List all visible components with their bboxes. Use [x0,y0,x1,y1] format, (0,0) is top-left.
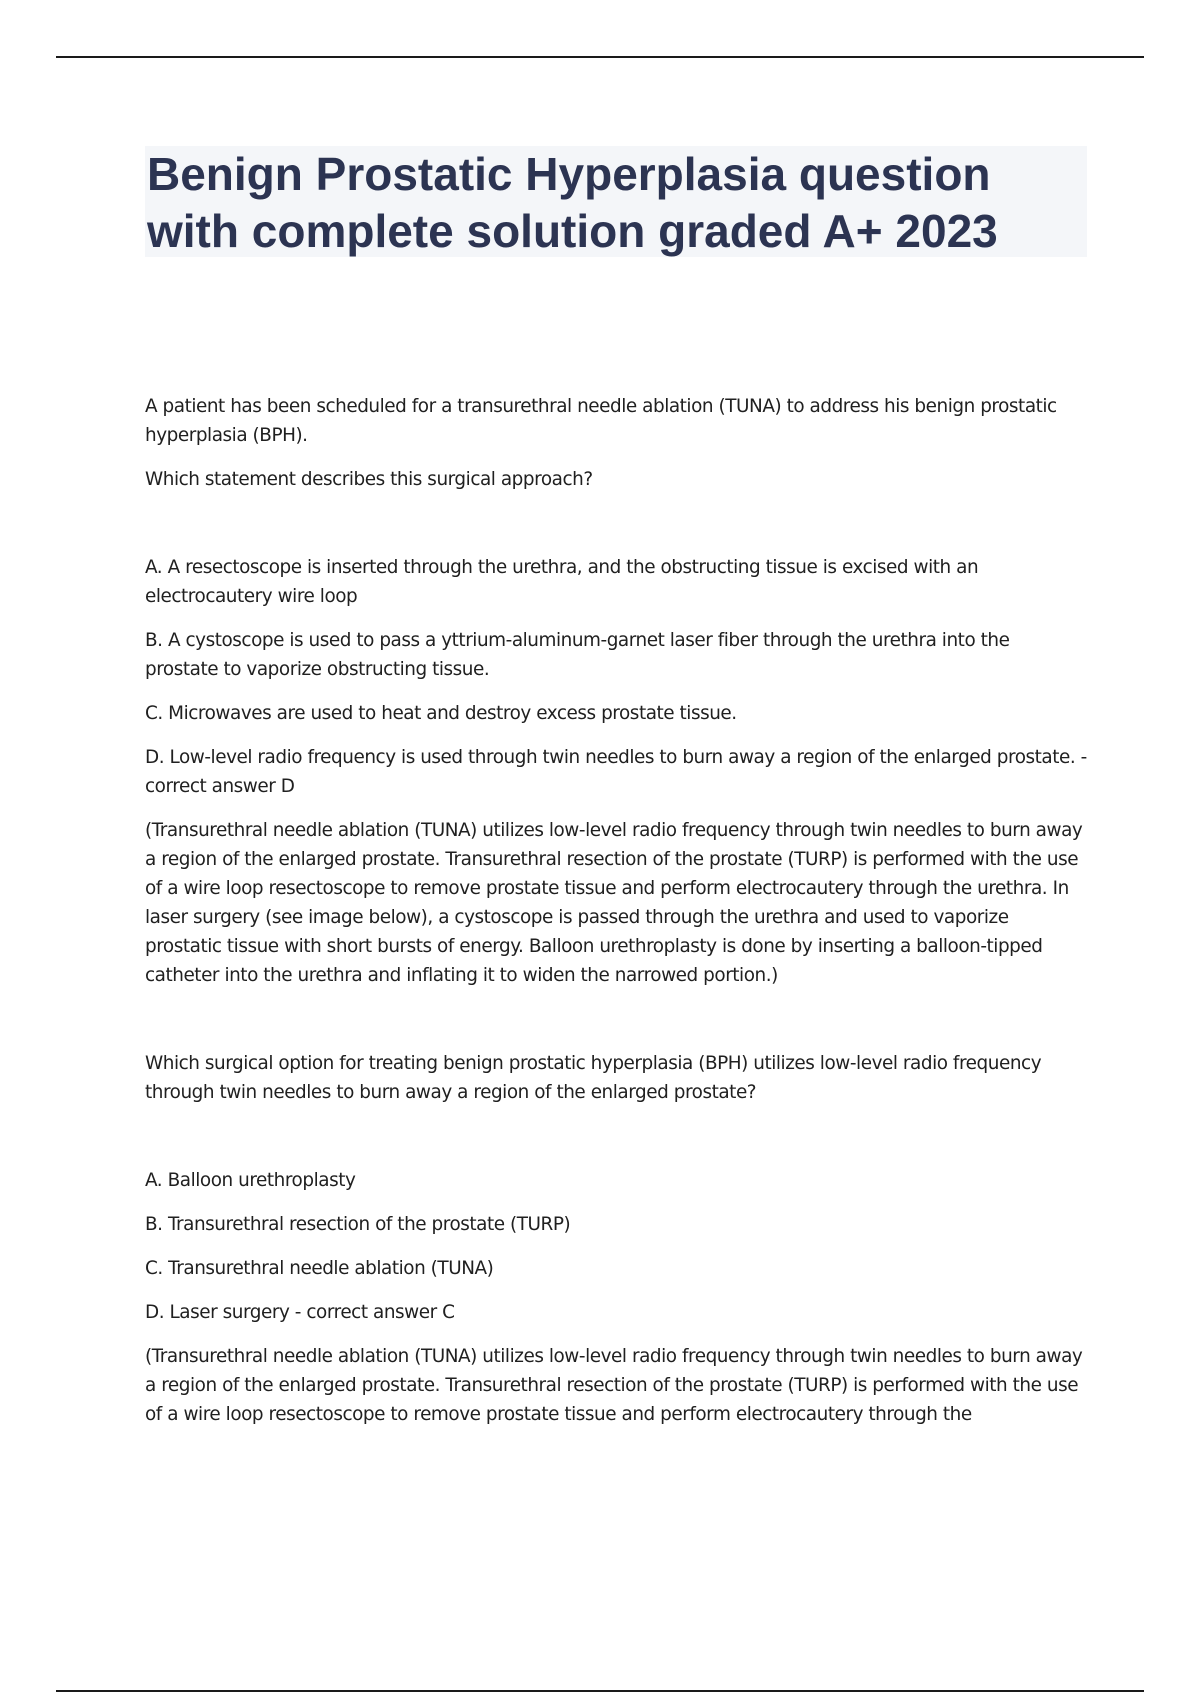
question-2-option-d: D. Laser surgery - correct answer C [145,1302,455,1323]
question-1-option-b: B. A cystoscope is used to pass a yttrium-aluminum-garnet laser fiber through the urethra into the prostate to vaporize obstructing tissue. [145,630,1010,680]
question-1-option-c: C. Microwaves are used to heat and destroy excess prostate tissue. [145,703,737,724]
document-body [145,392,1087,1444]
question-2-stem: Which surgical option for treating benign prostatic hyperplasia (BPH) utilizes low-level radio frequency through twin needles to burn away a region of the enlarged prostate? [145,1053,1042,1103]
question-1-prompt: Which statement describes this surgical approach? [145,469,593,490]
question-2-rationale: (Transurethral needle ablation (TUNA) utilizes low-level radio frequency through twin needles to burn away a region of the enlarged prostate. Transurethral resection of the prostate (TURP) is performed with the use of a wire loop resectoscope to remove prostate tissue and perform electrocautery through the [145,1346,1083,1425]
bottom-divider [56,1690,1144,1692]
question-1-option-a: A. A resectoscope is inserted through the urethra, and the obstructing tissue is excised with an electrocautery wire loop [145,557,979,607]
question-1-option-d: D. Low-level radio frequency is used through twin needles to burn away a region of the enlarged prostate. - correct answer D [145,747,1087,797]
question-1-rationale: (Transurethral needle ablation (TUNA) utilizes low-level radio frequency through twin needles to burn away a region of the enlarged prostate. Transurethral resection of the prostate (TURP) is performed with the use of a wire loop resectoscope to remove prostate tissue and perform electrocautery through the urethra. In laser surgery (see image below), a cystoscope is passed through the urethra and used to vaporize prostatic tissue with short bursts of energy. Balloon urethroplasty is done by inserting a balloon-tipped catheter into the urethra and inflating it to widen the narrowed portion.) [145,820,1083,986]
top-divider [56,56,1144,58]
question-2-option-c: C. Transurethral needle ablation (TUNA) [145,1258,494,1279]
question-2-option-a: A. Balloon urethroplasty [145,1170,356,1191]
question-2-option-b: B. Transurethral resection of the prostate (TURP) [145,1214,571,1235]
page-title: Benign Prostatic Hyperplasia question with complete solution graded A+ 2023 [147,148,998,257]
title-block [145,146,1087,257]
question-1-stem: A patient has been scheduled for a transurethral needle ablation (TUNA) to address his benign prostatic hyperplasia (BPH). [145,396,1057,446]
